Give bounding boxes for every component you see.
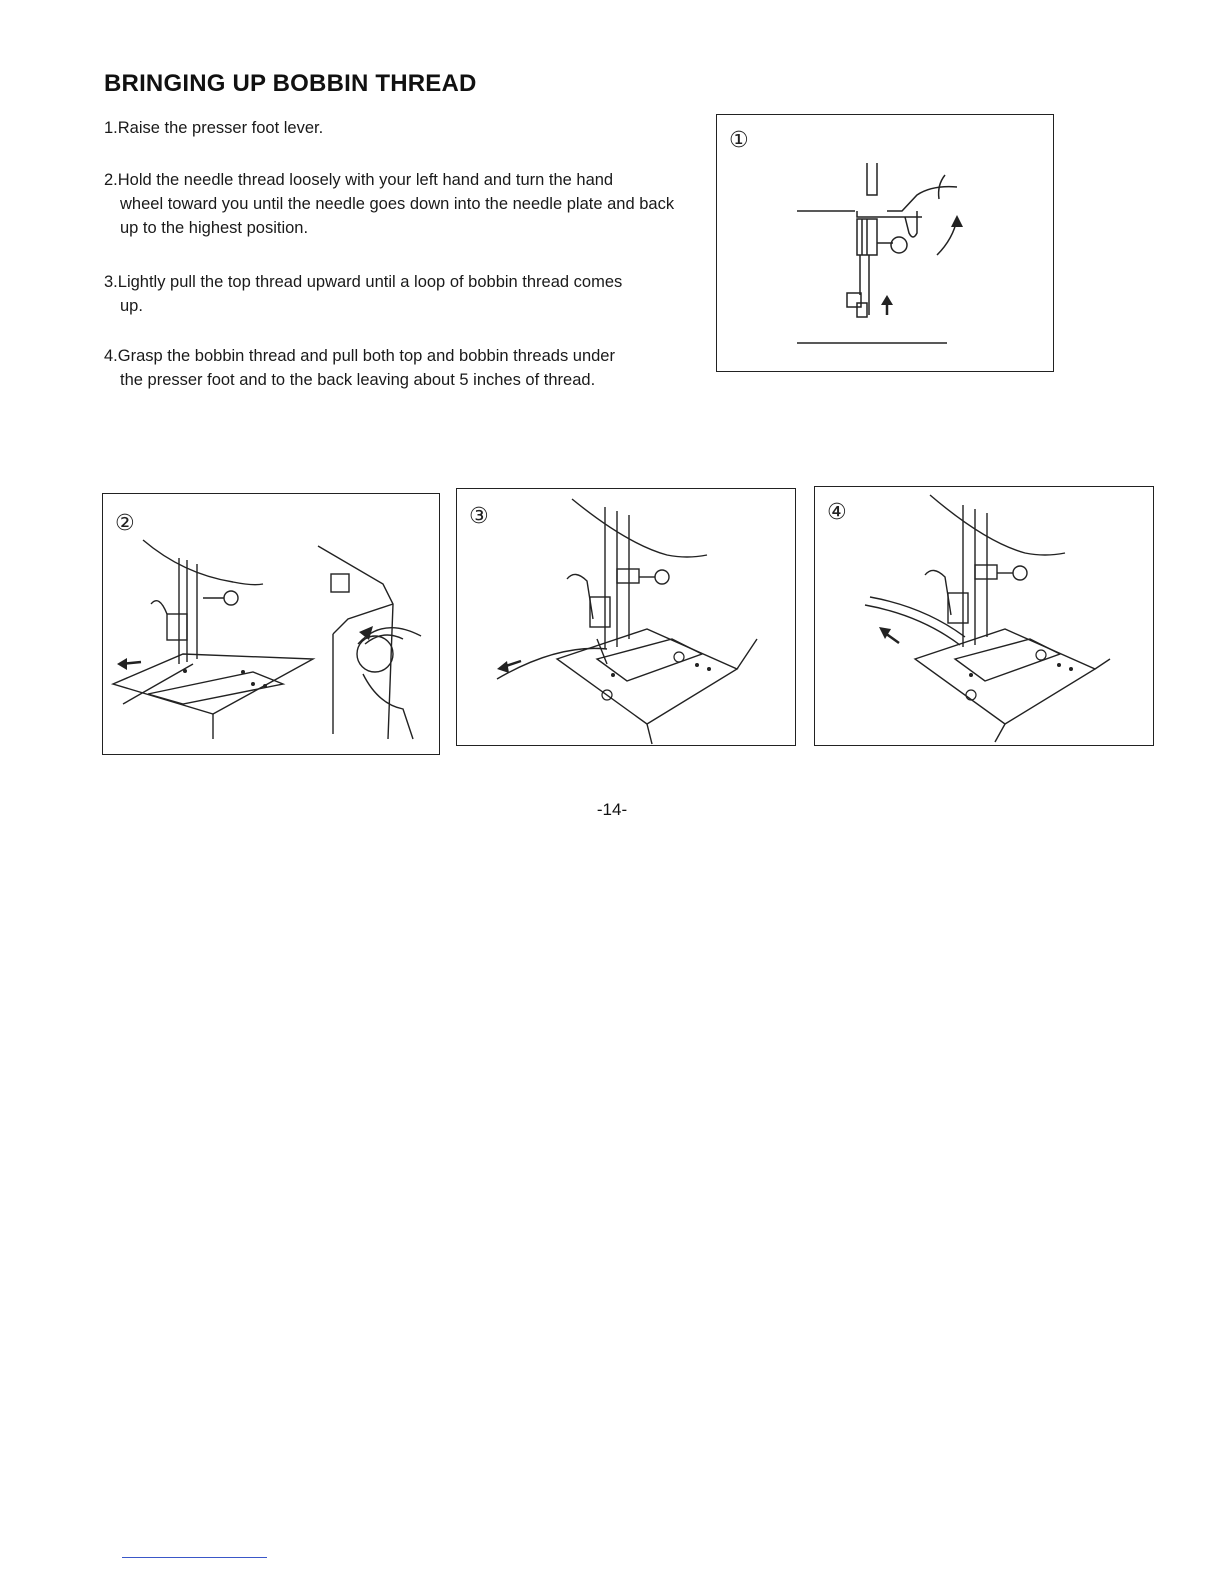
- up-arrow-icon: [881, 295, 893, 305]
- left-arrow-icon: [117, 658, 127, 670]
- figure-4-pull-threads-back: [814, 486, 1154, 746]
- left-arrow-icon: [497, 661, 509, 673]
- threads-back-illustration: [815, 487, 1155, 747]
- step-2: 2.Hold the needle thread loosely with your left hand and turn the hand wheel toward you until the needle goes down into the needle plate and back up to the highest position.: [104, 171, 675, 237]
- footer-rule: [122, 1557, 267, 1558]
- pull-thread-illustration: [457, 489, 797, 747]
- figure-2-turn-hand-wheel: [102, 493, 440, 755]
- page-number: -14-: [596, 800, 628, 819]
- step-3: 3.Lightly pull the top thread upward until a loop of bobbin thread comes up.: [104, 273, 623, 315]
- figure-1-label: ①: [729, 128, 749, 153]
- step-1: 1.Raise the presser foot lever.: [104, 119, 324, 137]
- step-4: 4.Grasp the bobbin thread and pull both top and bobbin threads under the presser foot and to the back leaving about 5 inches of thread.: [104, 347, 615, 389]
- figure-3-pull-top-thread: [456, 488, 796, 746]
- figure-3-label: ③: [469, 504, 489, 529]
- needle-bar-illustration: [717, 115, 1055, 373]
- figure-1-needle-position: [716, 114, 1054, 372]
- hand-wheel-illustration: [103, 494, 441, 756]
- figure-2-label: ②: [115, 511, 135, 536]
- figure-4-label: ④: [827, 500, 847, 525]
- up-arrow-curved-icon: [951, 215, 963, 227]
- page-title: BRINGING UP BOBBIN THREAD: [104, 70, 477, 97]
